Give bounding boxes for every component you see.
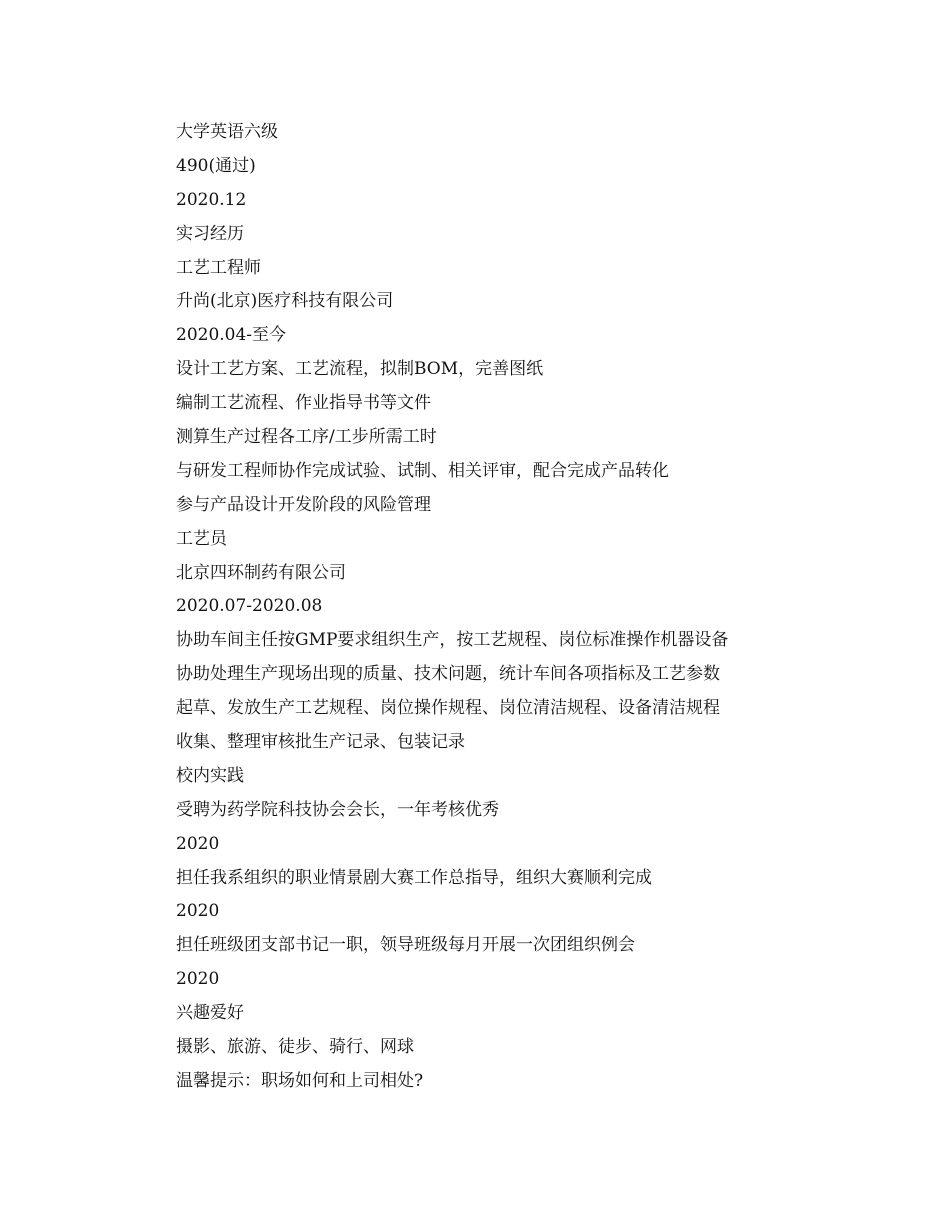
text-line-cet6-score: 490(通过): [176, 155, 256, 176]
section-heading-hobbies: 兴趣爱好: [176, 1003, 244, 1024]
job-duty-1-5: 参与产品设计开发阶段的风险管理: [176, 494, 431, 515]
section-heading-campus: 校内实践: [176, 765, 244, 786]
job-duty-1-1: 设计工艺方案、工艺流程，拟制BOM，完善图纸: [176, 359, 544, 380]
job-title-2: 工艺员: [176, 528, 227, 549]
text-line-cet6-date: 2020.12: [176, 189, 247, 210]
text-line-cet6: 大学英语六级: [176, 122, 278, 142]
campus-activity-3: 担任班级团支部书记一职，领导班级每月开展一次团组织例会: [176, 935, 635, 956]
document-body: [176, 116, 876, 1099]
job-title-1: 工艺工程师: [176, 257, 261, 278]
job-duty-1-3: 测算生产过程各工序/工步所需工时: [176, 427, 437, 448]
hobbies-list: 摄影、旅游、徒步、骑行、网球: [176, 1037, 414, 1058]
job-duty-1-2: 编制工艺流程、作业指导书等文件: [176, 393, 431, 414]
campus-activity-3-year: 2020: [176, 969, 220, 990]
campus-activity-2-year: 2020: [176, 901, 220, 922]
job-duty-1-4: 与研发工程师协作完成试验、试制、相关评审，配合完成产品转化: [176, 460, 669, 481]
tip-line: 温馨提示：职场如何和上司相处?: [176, 1070, 424, 1091]
job-period-2: 2020.07-2020.08: [176, 596, 323, 617]
section-heading-internship: 实习经历: [176, 223, 244, 244]
campus-activity-1: 受聘为药学院科技协会会长，一年考核优秀: [176, 799, 499, 820]
job-period-1: 2020.04-至今: [176, 325, 287, 346]
job-duty-2-3: 起草、发放生产工艺规程、岗位操作规程、岗位清洁规程、设备清洁规程: [176, 698, 720, 719]
company-name-1: 升尚(北京)医疗科技有限公司: [176, 291, 394, 312]
campus-activity-2: 担任我系组织的职业情景剧大赛工作总指导，组织大赛顺利完成: [176, 867, 652, 888]
job-duty-2-4: 收集、整理审核批生产记录、包装记录: [176, 732, 465, 753]
company-name-2: 北京四环制药有限公司: [176, 562, 346, 583]
job-duty-2-1: 协助车间主任按GMP要求组织生产，按工艺规程、岗位标准操作机器设备: [176, 630, 729, 651]
job-duty-2-2: 协助处理生产现场出现的质量、技术问题，统计车间各项指标及工艺参数: [176, 664, 720, 685]
campus-activity-1-year: 2020: [176, 833, 220, 854]
